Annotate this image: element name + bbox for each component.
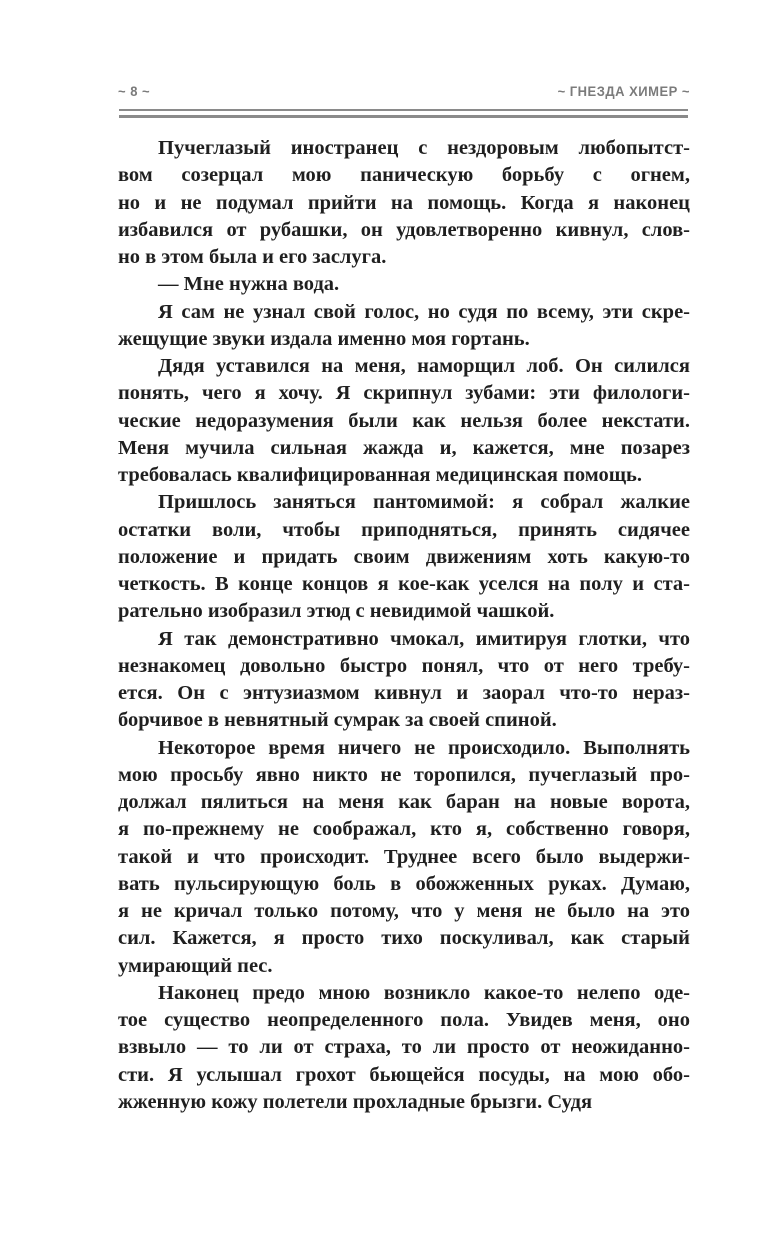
text-line: ется. Он с энтузиазмом кивнул и заорал что-то нераз- bbox=[118, 682, 690, 704]
page-number: ~ 8 ~ bbox=[118, 83, 151, 100]
text-line: мою просьбу явно никто не торопился, пучеглазый про- bbox=[118, 763, 690, 786]
text-line: Некоторое время ничего не происходило. Выполнять bbox=[158, 736, 690, 759]
text-line: Пришлось заняться пантомимой: я собрал жалкие bbox=[158, 491, 690, 514]
paragraph bbox=[118, 299, 690, 354]
text-line: Пучеглазый иностранец с нездоровым любопытст- bbox=[158, 137, 690, 159]
paragraph bbox=[118, 489, 690, 625]
paragraph bbox=[118, 135, 690, 271]
text-line: Меня мучила сильная жажда и, кажется, мне позарез bbox=[118, 436, 690, 459]
page-body bbox=[118, 135, 690, 1116]
text-line: Дядя уставился на меня, наморщил лоб. Он силился bbox=[158, 355, 690, 377]
text-line: четкость. В конце концов я кое-как уселся на полу и ста- bbox=[118, 573, 690, 595]
text-line: я по-прежнему не соображал, кто я, собственно говоря, bbox=[118, 818, 690, 841]
paragraph bbox=[118, 271, 690, 298]
text-line: сти. Я услышал грохот бьющейся посуды, на мою обо- bbox=[118, 1063, 690, 1086]
text-line: я не кричал только потому, что у меня не было на это bbox=[118, 900, 690, 922]
text-line: Я так демонстративно чмокал, имитируя глотки, что bbox=[158, 627, 690, 650]
text-line: жженную кожу полетели прохладные брызги. Судя bbox=[118, 1090, 593, 1113]
text-line: такой и что происходит. Труднее всего было выдержи- bbox=[118, 845, 690, 868]
paragraph bbox=[118, 626, 690, 735]
paragraph bbox=[118, 980, 690, 1116]
text-line: борчивое в невнятный сумрак за своей спиной. bbox=[118, 709, 557, 732]
text-line: жещущие звуки издала именно моя гортань. bbox=[118, 327, 530, 350]
text-line: вать пульсирующую боль в обожженных руках. Думаю, bbox=[118, 872, 690, 895]
text-line: сил. Кажется, я просто тихо поскуливал, как старый bbox=[118, 927, 690, 950]
text-line: но и не подумал прийти на помощь. Когда я наконец bbox=[118, 191, 690, 214]
paragraph bbox=[118, 735, 690, 980]
paragraph bbox=[118, 353, 690, 489]
text-line: Наконец предо мною возникло какое-то нелепо оде- bbox=[158, 981, 690, 1004]
text-line: незнакомец довольно быстро понял, что от него требу- bbox=[118, 654, 690, 677]
text-line: вом созерцал мою паническую борьбу с огнем, bbox=[118, 164, 690, 187]
text-line: положение и придать своим движениям хоть какую-то bbox=[118, 545, 690, 568]
text-line: остатки воли, чтобы приподняться, принять сидячее bbox=[118, 518, 690, 541]
running-header bbox=[118, 83, 690, 99]
text-line: должал пялиться на меня как баран на новые ворота, bbox=[118, 791, 690, 813]
text-line: ческие недоразумения были как нельзя более некстати. bbox=[118, 409, 690, 432]
text-line: тое существо неопределенного пола. Увидев меня, оно bbox=[118, 1009, 690, 1031]
text-line: избавился от рубашки, он удовлетворенно кивнул, слов- bbox=[118, 218, 690, 241]
header-rule-bottom bbox=[119, 115, 688, 118]
text-line: — Мне нужна вода. bbox=[158, 273, 340, 296]
text-line: умирающий пес. bbox=[118, 954, 273, 977]
text-line: требовалась квалифицированная медицинская помощь. bbox=[118, 464, 643, 486]
text-line: но в этом была и его заслуга. bbox=[118, 246, 387, 268]
header-rule-top bbox=[119, 109, 688, 111]
text-line: взвыло — то ли от страха, то ли просто от неожиданно- bbox=[118, 1036, 690, 1059]
text-line: Я сам не узнал свой голос, но судя по всему, эти скре- bbox=[158, 300, 690, 323]
text-line: понять, чего я хочу. Я скрипнул зубами: эти филологи- bbox=[118, 382, 690, 405]
text-line: рательно изобразил этюд с невидимой чашкой. bbox=[118, 600, 555, 623]
running-title: ~ ГНЕЗДА ХИМЕР ~ bbox=[557, 83, 690, 100]
